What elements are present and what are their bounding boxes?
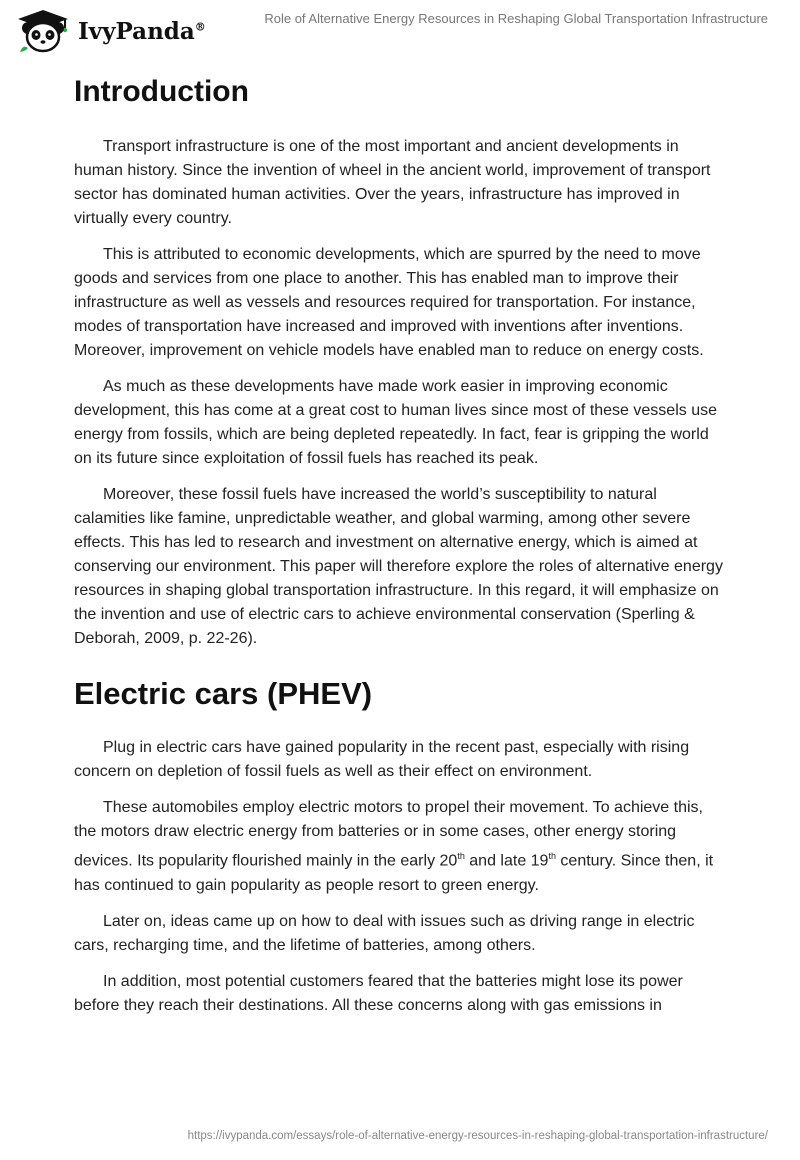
paragraph: Transport infrastructure is one of the most important and ancient developments in human history. Since the invention of wheel in the ancient world, improvement of transport sector has dominated human activities. Over the years, infrastructure has improved in virtually every country. — [74, 138, 711, 227]
essay-content — [74, 70, 726, 1018]
document-title: Role of Alternative Energy Resources in Reshaping Global Transportation Infrastructure — [264, 11, 768, 26]
logo-text: IvyPanda® — [78, 17, 206, 45]
section-heading-introduction: Introduction — [74, 75, 249, 108]
paragraph: Moreover, these fossil fuels have increased the world’s susceptibility to natural calamities like famine, unpredictable weather, and global warming, among other severe effects. This has led to research and investment on alternative energy, which is aimed at conserving our environment. This paper will therefore explore the roles of alternative energy resources in shaping global transportation infrastructure. In this regard, it will emphasize on the invention and use of electric cars to achieve environmental conservation (Sperling & Deborah, 2009, p. 22-26). — [74, 486, 723, 647]
paragraph: These automobiles employ electric motors to propel their movement. To achieve this, the motors draw electric energy from batteries or in some cases, other energy storing devices. Its popularity flourished mainly in the early 20th and late 19th century. Since then, it has continued to gain popularity as people resort to green energy. — [74, 799, 714, 894]
paragraph: In addition, most potential customers feared that the batteries might lose its power before they reach their destinations. All these concerns along with gas emissions in — [74, 972, 683, 1014]
ivypanda-logo[interactable] — [14, 8, 244, 54]
panda-graduate-icon — [14, 8, 72, 54]
paragraph: Later on, ideas came up on how to deal with issues such as driving range in electric cars, recharging time, and the lifetime of batteries, among others. — [74, 912, 695, 954]
paragraph: This is attributed to economic developments, which are spurred by the need to move goods and services from one place to another. This has enabled man to improve their infrastructure as well as vessels and resources required for transportation. For instance, modes of transportation have increased and improved with inventions after inventions. Moreover, improvement on vehicle models have enabled man to reduce on energy costs. — [74, 246, 704, 359]
top-bar — [0, 0, 800, 60]
footer-url[interactable]: https://ivypanda.com/essays/role-of-alternative-energy-resources-in-reshaping-global-transportation-infrastructure/ — [187, 1130, 768, 1142]
section-heading-electric-cars: Electric cars (PHEV) — [74, 676, 373, 711]
paragraph: As much as these developments have made work easier in improving economic development, this has come at a great cost to human lives since most of these vessels use energy from fossils, which are being depleted repeatedly. In fact, fear is gripping the world on its future since exploitation of fossil fuels has reached its peak. — [74, 378, 717, 467]
paragraph: Plug in electric cars have gained popularity in the recent past, especially with rising concern on depletion of fossil fuels as well as their effect on environment. — [74, 739, 690, 781]
